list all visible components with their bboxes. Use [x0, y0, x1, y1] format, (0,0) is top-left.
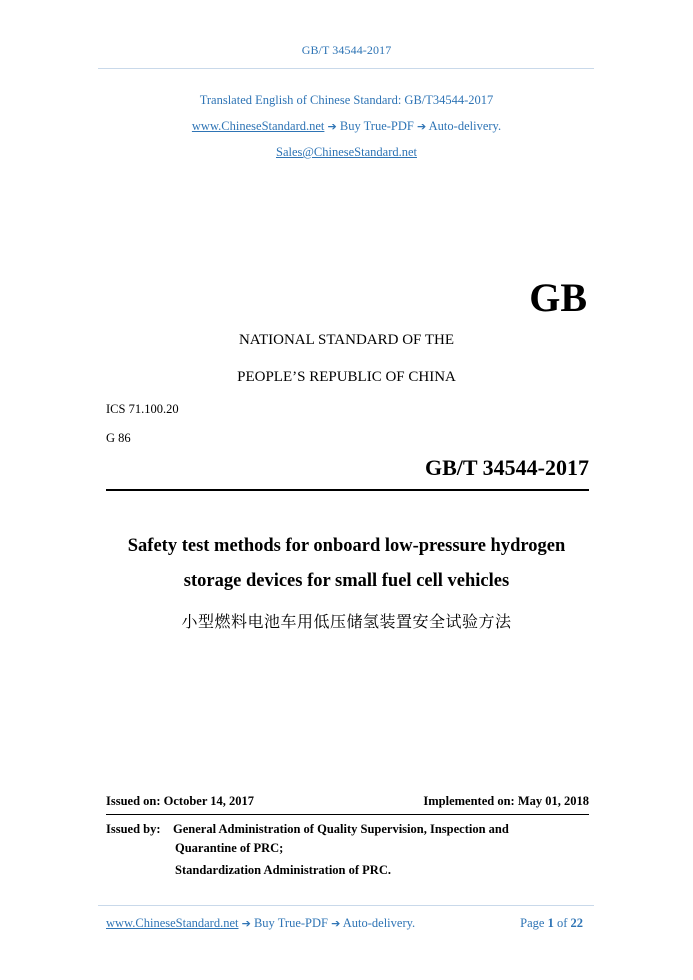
gb-mark: GB — [529, 275, 587, 320]
header-divider — [98, 68, 594, 69]
page-indicator — [520, 916, 583, 931]
issued-by-agency-line-3: Standardization Administration of PRC. — [175, 863, 391, 877]
issued-by-agency-line-2: Quarantine of PRC; — [175, 841, 284, 855]
issued-by-label: Issued by: — [106, 822, 161, 836]
sales-line — [0, 145, 693, 160]
ics-code: ICS 71.100.20 — [106, 402, 179, 416]
implemented-on-date: Implemented on: May 01, 2018 — [423, 794, 589, 808]
ccs-code: G 86 — [106, 431, 131, 445]
national-standard-line-2: PEOPLE’S REPUBLIC OF CHINA — [237, 369, 456, 385]
title-chinese: 小型燃料电池车用低压储氢装置安全试验方法 — [181, 612, 512, 631]
page-of-label: of — [556, 916, 568, 930]
running-head: GB/T 34544-2017 — [301, 43, 392, 57]
footer-promo — [106, 916, 415, 931]
standard-number: GB/T 34544-2017 — [424, 455, 589, 480]
arrow-right-icon: ➔ — [241, 917, 251, 930]
page-label: Page — [520, 916, 545, 930]
page-current: 1 — [547, 916, 554, 930]
site-link[interactable]: www.ChineseStandard.net — [191, 119, 325, 133]
footer-buy-true-pdf-text: Buy True-PDF — [253, 916, 328, 930]
arrow-right-icon: ➔ — [327, 120, 337, 133]
issued-on-date: Issued on: October 14, 2017 — [106, 794, 255, 808]
issued-by-agency-line-1: General Administration of Quality Supervision, Inspection and — [173, 822, 509, 836]
title-english-line-1: Safety test methods for onboard low-pressure hydrogen — [127, 536, 566, 556]
arrow-right-icon: ➔ — [417, 120, 427, 133]
sales-email-link[interactable]: Sales@ChineseStandard.net — [276, 145, 417, 159]
footer-auto-delivery-text: Auto-delivery. — [342, 916, 416, 930]
page-total: 22 — [570, 916, 583, 930]
buy-true-pdf-text: Buy True-PDF — [339, 119, 414, 133]
title-english-line-2: storage devices for small fuel cell vehicles — [183, 571, 510, 591]
auto-delivery-text: Auto-delivery. — [428, 119, 502, 133]
footer-site-link[interactable]: www.ChineseStandard.net — [106, 916, 239, 930]
standard-number-divider — [106, 489, 589, 491]
translated-standard-line: Translated English of Chinese Standard: GB/T34544-2017 — [199, 93, 494, 107]
dates-divider — [106, 814, 589, 815]
national-standard-line-1: NATIONAL STANDARD OF THE — [238, 332, 455, 348]
arrow-right-icon: ➔ — [331, 917, 341, 930]
footer-divider — [98, 905, 594, 906]
promo-link-line — [0, 119, 693, 134]
